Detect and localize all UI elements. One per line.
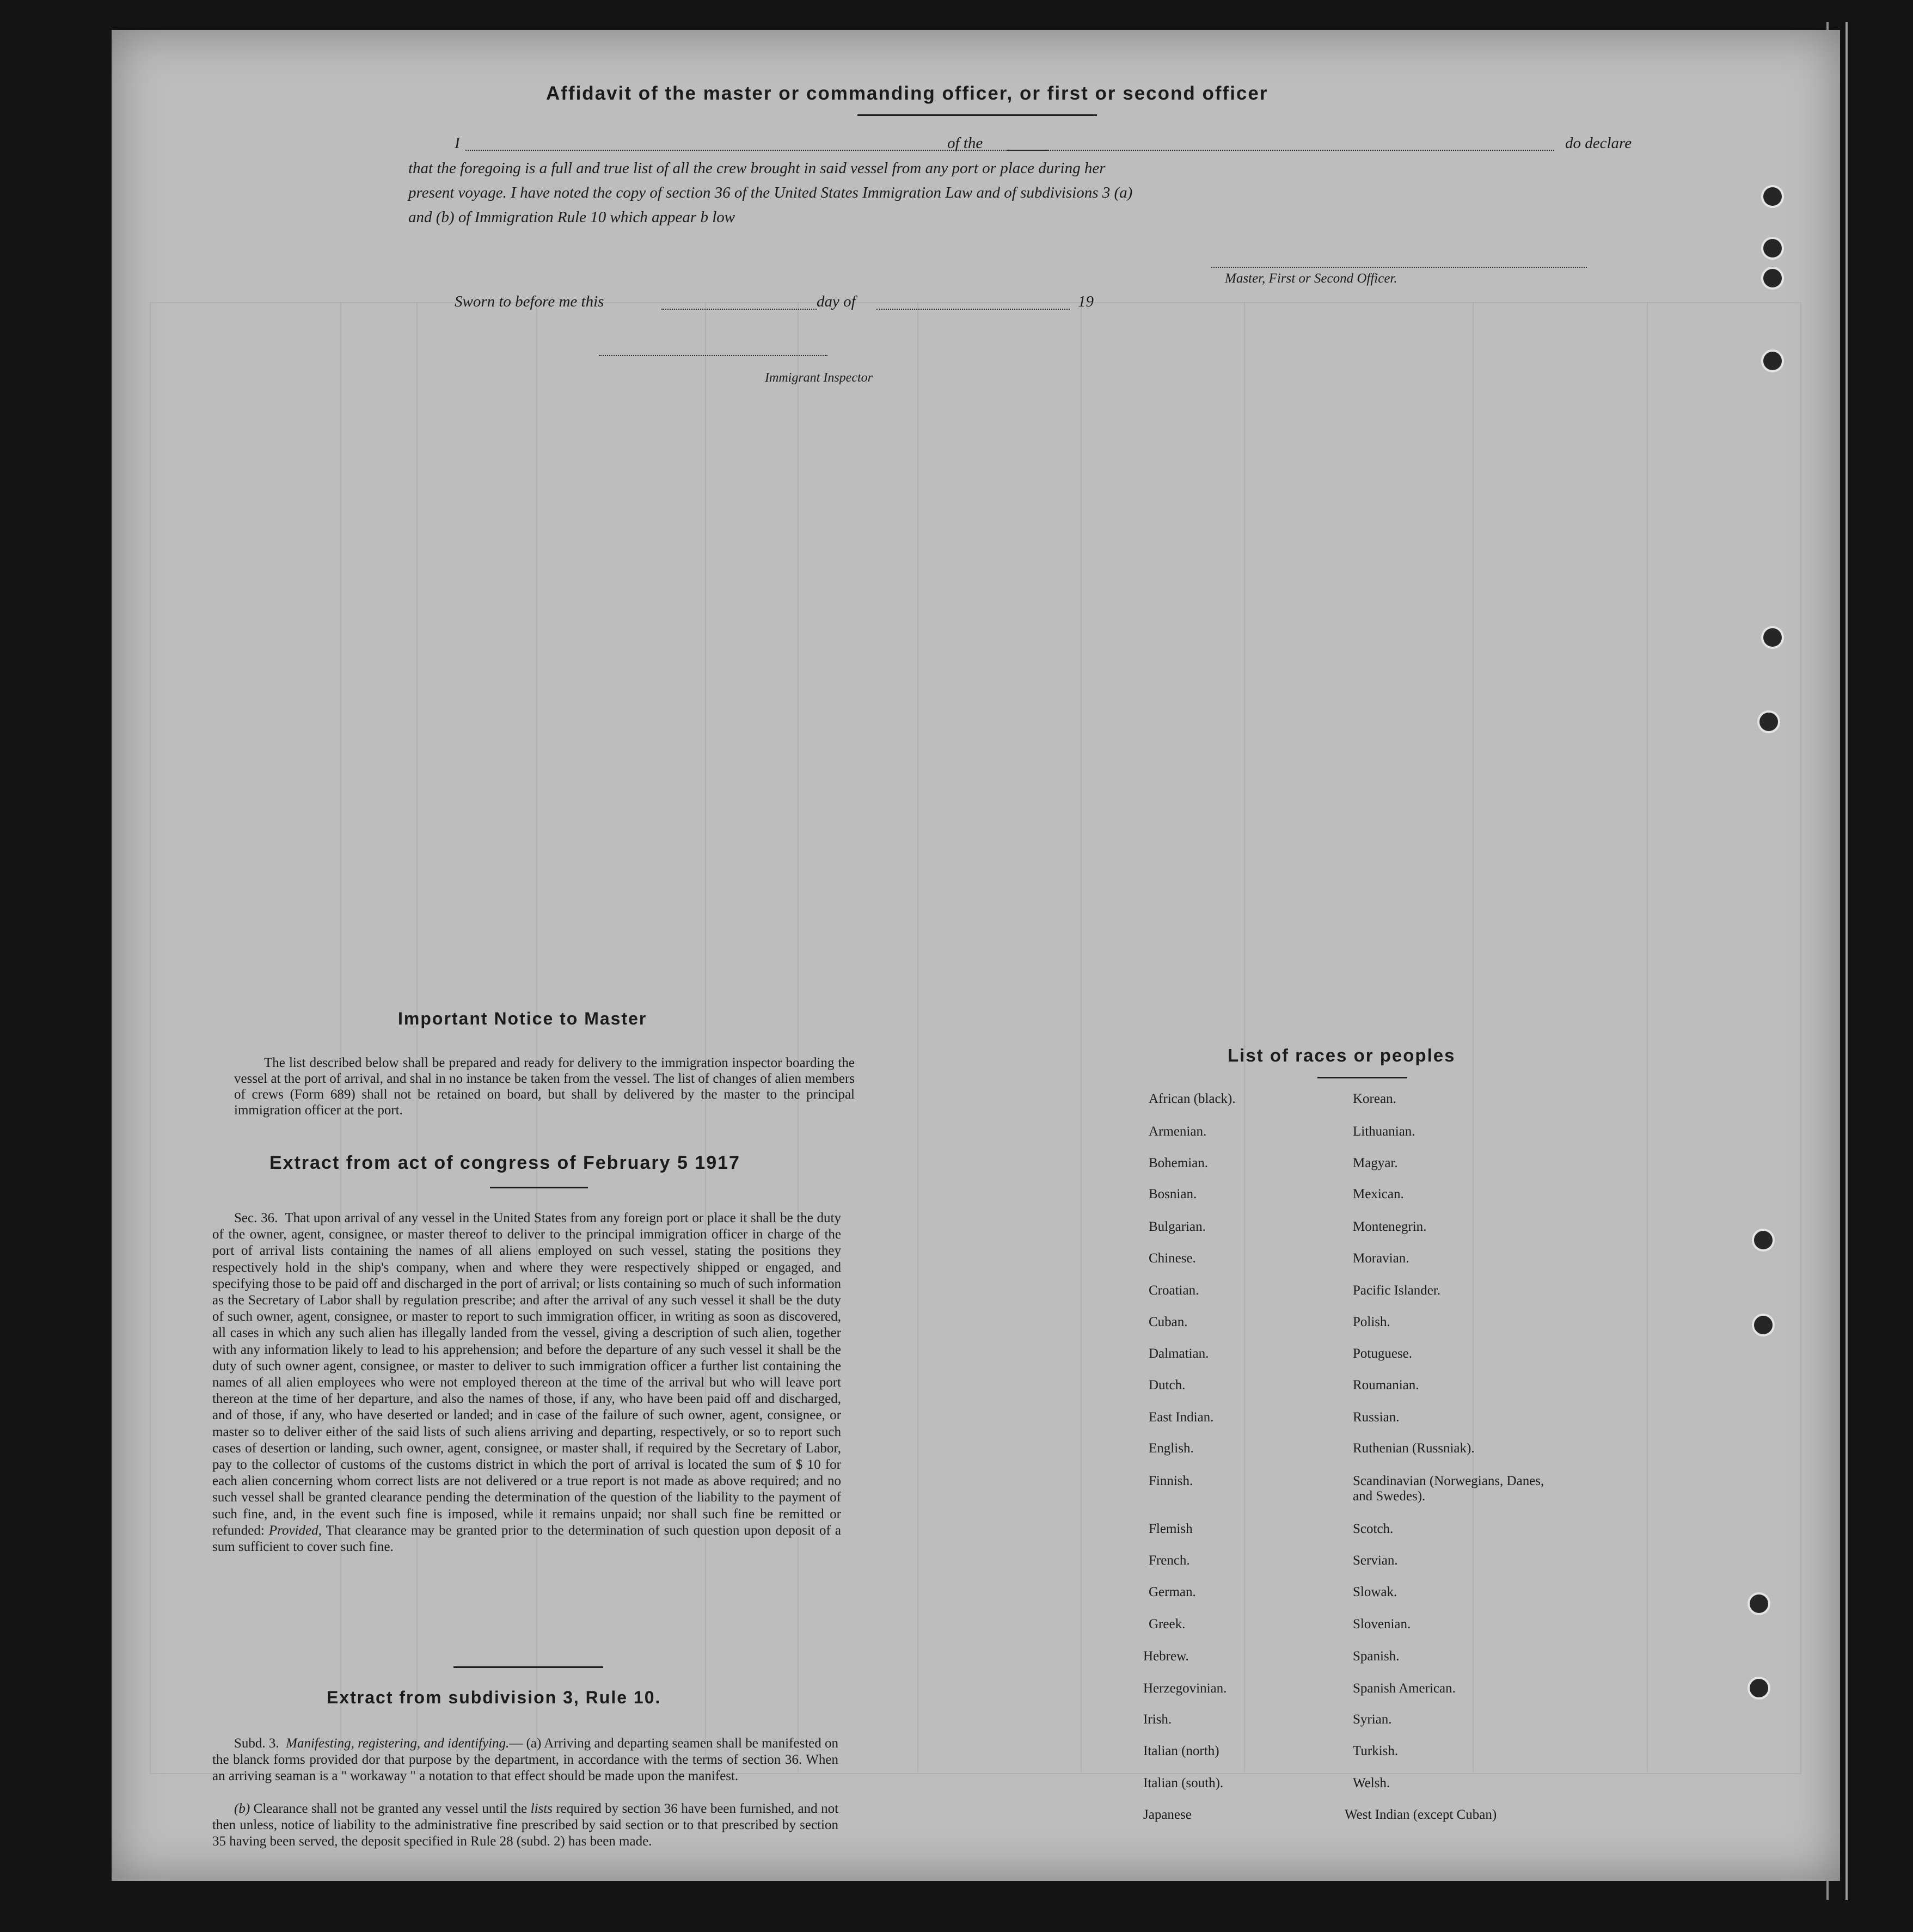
inspector-label: Immigrant Inspector <box>765 371 873 385</box>
binder-hole <box>1761 626 1784 649</box>
binder-hole <box>1761 237 1784 260</box>
part-b-rest: required by section 36 have been furnished, and not then unless, notice of liability to the administrative fine prescribed by said section or to that prescribed by section 35 having been served, the deposit specified in Rule 28 (subd. 2) has been made. <box>212 1801 839 1849</box>
bleed-through-rule <box>917 302 918 1772</box>
affidavit-title-rule <box>857 114 1097 116</box>
binder-hole <box>1748 1592 1770 1615</box>
races-title-rule <box>1317 1077 1407 1078</box>
race-item: Potuguese. <box>1353 1346 1413 1361</box>
affidavit-line-4: and (b) of Immigration Rule 10 which appear b low <box>408 208 735 226</box>
section-36-text: That upon arrival of any vessel in the United States from any foreign port or place it shall be the duty of the owner, agent, consignee, or master thereof to deliver to the principal immigration officer in charge of the port of arrival lists containing the names of all aliens employed on such vessel, stating the positions they respectively hold in the ship's company, when and where they were respectively shipped or engaged, and specifying those to be paid off and discharged in the port of arrival; or lists containing so much of such information as the Secretary of Labor shall by regulation prescribe; and after the arrival of any such vessel it shall be the duty of such owner, agent, consignee, or master to report to such immigration officer, in writing as soon as discovered, all cases in which any such alien has illegally landed from the vessel, giving a description of such alien, together with any information likely to lead to his apprehension; and before the departure of any such vessel it shall be the duty of such owner agent, consignee, or master to deliver to such immigration officer a further list containing the names of all alien employees who were not employed thereon at the time of the arrival but who will leave port thereon at the time of her departure, and also the names of those, if any, who have been paid off and discharged, and of those, if any, who have deserted or landed; and in case of the failure of such owner, agent, consignee, or master so to deliver either of the said lists of such aliens arriving and departing, respectively, or so to report such cases of desertion or landing, such owner, agent, consignee, or master shall, if required by the Secretary of Labor, pay to the collector of customs of the customs district in which the port of arrival is located the sum of $ 10 for each alien concerning whom correct lists are not delivered or a true report is not made as above required; and no such vessel shall be granted clearance pending the determination of the question of the liability to the payment of such fine, and, in the event such fine is imposed, while it remains unpaid; nor shall such fine be remitted or refunded: <box>212 1211 841 1538</box>
extract-rule-part-b <box>212 1801 838 1850</box>
bleed-through-rule <box>1081 302 1082 1772</box>
section-36-label: Sec. 36. <box>234 1211 278 1225</box>
race-item: Herzegovinian. <box>1143 1681 1227 1696</box>
affidavit-vessel-field[interactable] <box>1007 150 1554 151</box>
notice-body: The list described below shall be prepared and ready for delivery to the immigration inspector boarding the vessel at the port of arrival, and shal in no instance be taken from the vessel. The list of changes of alien members of crews (Form 689) shall not be retained on board, but shall by delivered by the master to the principal immigration officer at the port. <box>234 1056 855 1118</box>
extract-act-body <box>212 1210 841 1555</box>
inspector-signature-field[interactable] <box>599 355 827 356</box>
race-item: Bohemian. <box>1149 1156 1209 1170</box>
race-item: Japanese <box>1143 1807 1192 1822</box>
race-item: West Indian (except Cuban) <box>1345 1807 1497 1822</box>
part-b-pre: Clearance shall not be granted any vessel until the <box>253 1801 528 1816</box>
race-item: Scandinavian (Norwegians, Danes, and Swedes). <box>1353 1474 1544 1504</box>
race-item: Slovenian. <box>1353 1617 1411 1632</box>
race-item: Lithuanian. <box>1353 1124 1415 1139</box>
race-item: Moravian. <box>1353 1251 1409 1266</box>
race-item: Flemish <box>1149 1522 1193 1536</box>
race-item: Mexican. <box>1353 1187 1404 1201</box>
master-signature-label: Master, First or Second Officer. <box>1225 271 1397 286</box>
part-b-lists: lists <box>530 1801 553 1816</box>
race-item: Italian (north) <box>1143 1744 1219 1758</box>
subd-3-label: Subd. 3. <box>234 1736 279 1751</box>
affidavit-i-label: I <box>455 134 460 152</box>
race-item: Chinese. <box>1149 1251 1196 1266</box>
race-item: Montenegrin. <box>1353 1219 1427 1234</box>
race-item: Italian (south). <box>1143 1776 1224 1790</box>
race-item: Scotch. <box>1353 1522 1394 1536</box>
race-item: English. <box>1149 1441 1194 1456</box>
manifest-sheet <box>112 30 1840 1881</box>
race-item: Spanish American. <box>1353 1681 1456 1696</box>
section-36-text-end: That clearance may be granted prior to the determination of such question upon deposit of a sum sufficient to cover such fine. <box>212 1523 841 1555</box>
race-item: Armenian. <box>1149 1124 1207 1139</box>
race-item: Welsh. <box>1353 1776 1390 1790</box>
notice-title: Important Notice to Master <box>398 1009 647 1028</box>
race-item: Russian. <box>1353 1410 1400 1425</box>
binder-hole <box>1752 1314 1775 1336</box>
extract-rule-body <box>212 1735 838 1784</box>
race-item: Hebrew. <box>1143 1649 1189 1664</box>
binder-hole <box>1761 267 1784 290</box>
race-item: Dutch. <box>1149 1378 1186 1393</box>
sworn-day-field[interactable] <box>661 309 817 310</box>
binder-hole <box>1748 1677 1770 1700</box>
sworn-prefix: Sworn to before me this <box>455 293 604 310</box>
race-item: Finnish. <box>1149 1474 1193 1488</box>
affidavit-of-the-label: of the <box>947 134 983 152</box>
race-item: Bulgarian. <box>1149 1219 1206 1234</box>
race-item: Magyar. <box>1353 1156 1398 1170</box>
race-item: Greek. <box>1149 1617 1186 1632</box>
binder-hole <box>1761 349 1784 372</box>
extract-act-title-rule <box>490 1187 588 1188</box>
race-item: Dalmatian. <box>1149 1346 1209 1361</box>
extract-act-end-rule <box>453 1666 603 1668</box>
sworn-year: 19 <box>1078 293 1094 310</box>
binder-hole <box>1757 710 1780 733</box>
subd-3-heading: Manifesting, registering, and identifying. <box>286 1736 510 1751</box>
sworn-day-of: day of <box>817 293 856 310</box>
race-item: French. <box>1149 1553 1190 1568</box>
race-item: Polish. <box>1353 1315 1390 1329</box>
race-item: Croatian. <box>1149 1283 1199 1298</box>
race-item: Roumanian. <box>1353 1378 1419 1393</box>
races-title: List of races or peoples <box>1228 1045 1456 1065</box>
affidavit-line-2: that the foregoing is a full and true list of all the crew brought in said vessel from any port or place during her <box>408 160 1106 177</box>
race-item: Ruthenian (Russniak). <box>1353 1441 1475 1456</box>
subd-3-part-a: — (a) Arriving and departing seamen shall be manifested on the blanck forms provided dor that purpose by the department, in accordance with the terms of section 36. When an arriving seaman is a " workaway " a notation to that effect should be made upon the manifest. <box>212 1736 838 1783</box>
bleed-through-rule <box>1244 302 1245 1772</box>
master-signature-field[interactable] <box>1211 267 1587 268</box>
race-item: African (black). <box>1149 1091 1236 1106</box>
extract-rule-title: Extract from subdivision 3, Rule 10. <box>327 1688 661 1707</box>
sworn-month-field[interactable] <box>876 309 1070 310</box>
affidavit-line-3: present voyage. I have noted the copy of section 36 of the United States Immigration Law and of subdivisions 3 (a) <box>408 184 1133 201</box>
race-item: Servian. <box>1353 1553 1398 1568</box>
binder-hole <box>1752 1229 1775 1252</box>
race-item: Turkish. <box>1353 1744 1399 1758</box>
binder-hole <box>1761 185 1784 208</box>
race-item: Syrian. <box>1353 1712 1392 1727</box>
race-item: Bosnian. <box>1149 1187 1197 1201</box>
part-b-label: (b) <box>234 1801 250 1816</box>
race-item: East Indian. <box>1149 1410 1214 1425</box>
race-item: Korean. <box>1353 1091 1396 1106</box>
race-item: Cuban. <box>1149 1315 1188 1329</box>
extract-act-title: Extract from act of congress of February 5 1917 <box>269 1152 740 1173</box>
affidavit-declare-label: do declare <box>1565 134 1632 152</box>
bleed-through-rule <box>1473 302 1474 1772</box>
race-item: Slowak. <box>1353 1585 1397 1599</box>
section-36-provided: Provided, <box>268 1523 322 1538</box>
bleed-through-rule <box>1647 302 1648 1772</box>
race-item: German. <box>1149 1585 1196 1599</box>
affidavit-title: Affidavit of the master or commanding officer, or first or second officer <box>546 83 1268 104</box>
race-item: Irish. <box>1143 1712 1172 1727</box>
race-item: Pacific Islander. <box>1353 1283 1441 1298</box>
race-item: Spanish. <box>1353 1649 1400 1664</box>
